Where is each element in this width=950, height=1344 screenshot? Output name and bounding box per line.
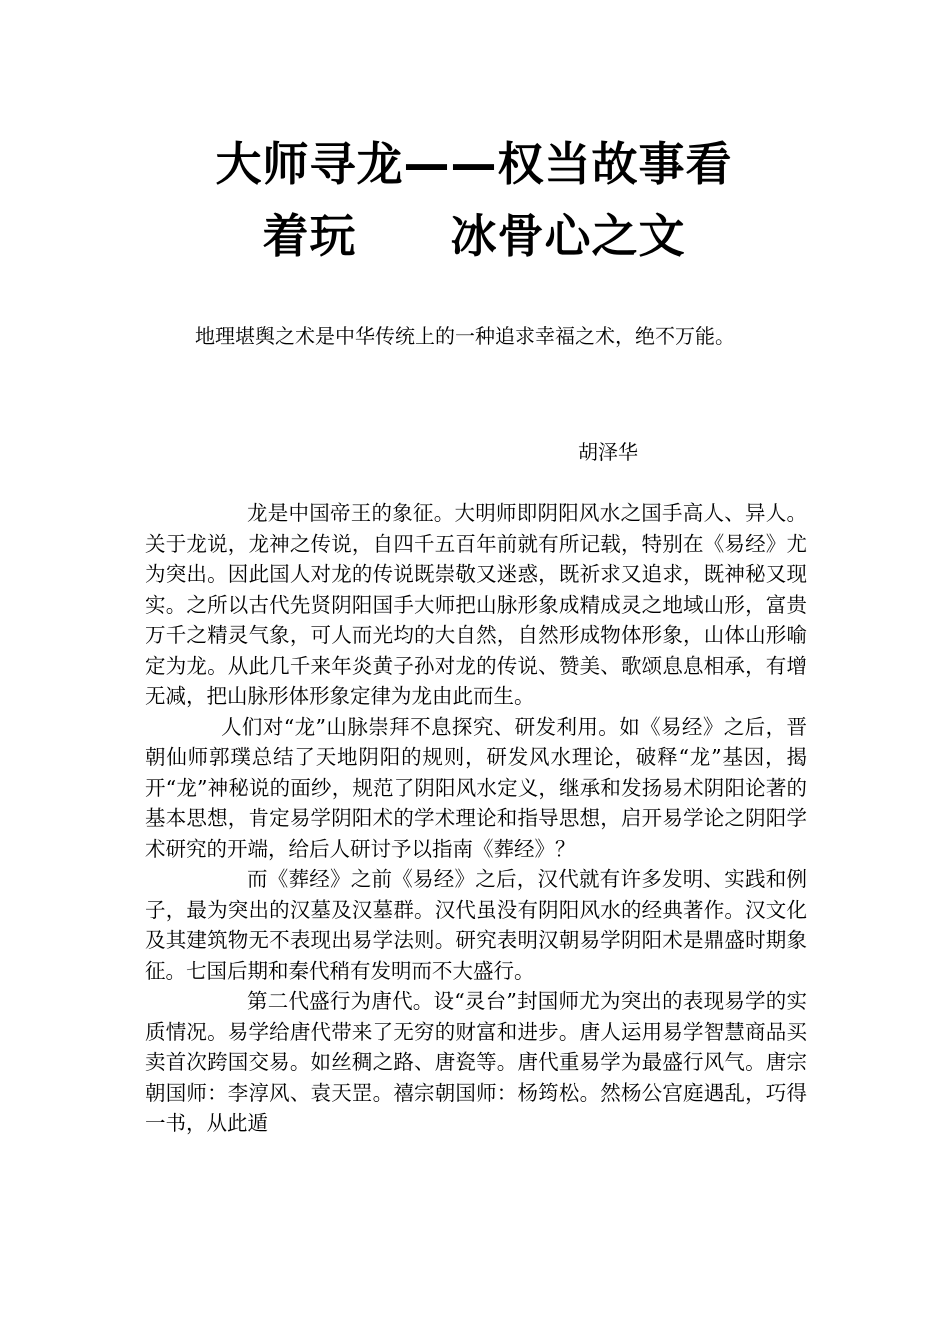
body-paragraph-4: 第二代盛行为唐代。设“灵台”封国师尤为突出的表现易学的实质情况。易学给唐代带来了无穷的财富和进步。唐人运用易学智慧商品买卖首次跨国交易。如丝稠之路、唐瓷等。唐代重易学为最盛行风气。唐宗朝国师：李淳风、袁天罡。禧宗朝国师：杨筠松。然杨公宫庭遇乱，巧得一书，从此遁 [145,989,807,1135]
body-paragraph-3: 而《葬经》之前《易经》之后，汉代就有许多发明、实践和例子，最为突出的汉墓及汉墓群。汉代虽没有阴阳风水的经典著作。汉文化及其建筑物无不表现出易学法则。研究表明汉朝易学阴阳术是鼎盛时期象征。七国后期和秦代稍有发明而不大盛行。 [145,867,807,983]
author-name: 胡泽华 [578,440,638,464]
body-text [145,498,807,1139]
title-line-2: 着玩 冰骨心之文 [262,209,686,263]
document-title [140,128,808,272]
body-paragraph-2: 人们对“龙”山脉崇拜不息探究、研发利用。如《易经》之后，晋朝仙师郭璞总结了天地阴阳的规则，研发风水理论，破释“龙”基因，揭开“龙”神秘说的面纱，规范了阴阳风水定义，继承和发扬易术阴阳论著的基本思想，肯定易学阴阳术的学术理论和指导思想，启开易学论之阴阳学术研究的开端，给后人研讨予以指南《葬经》？ [145,714,807,861]
title-line-1: 大师寻龙——权当故事看 [215,137,733,191]
body-paragraph-1: 龙是中国帝王的象征。大明师即阴阳风水之国手高人、异人。关于龙说，龙神之传说，自四千五百年前就有所记载，特别在《易经》尤为突出。因此国人对龙的传说既崇敬又迷惑，既祈求又追求，既神秘又现实。之所以古代先贤阴阳国手大师把山脉形象成精成灵之地域山形，富贵万千之精灵气象，可人而光均的大自然，自然形成物体形象，山体山形喻定为龙。从此几千来年炎黄子孙对龙的传说、赞美、歌颂息息相承，有增无减，把山脉形体形象定律为龙由此而生。 [145,501,807,708]
abstract-paragraph: 地理堪舆之术是中华传统上的一种追求幸福之术，绝不万能。 [195,324,735,348]
